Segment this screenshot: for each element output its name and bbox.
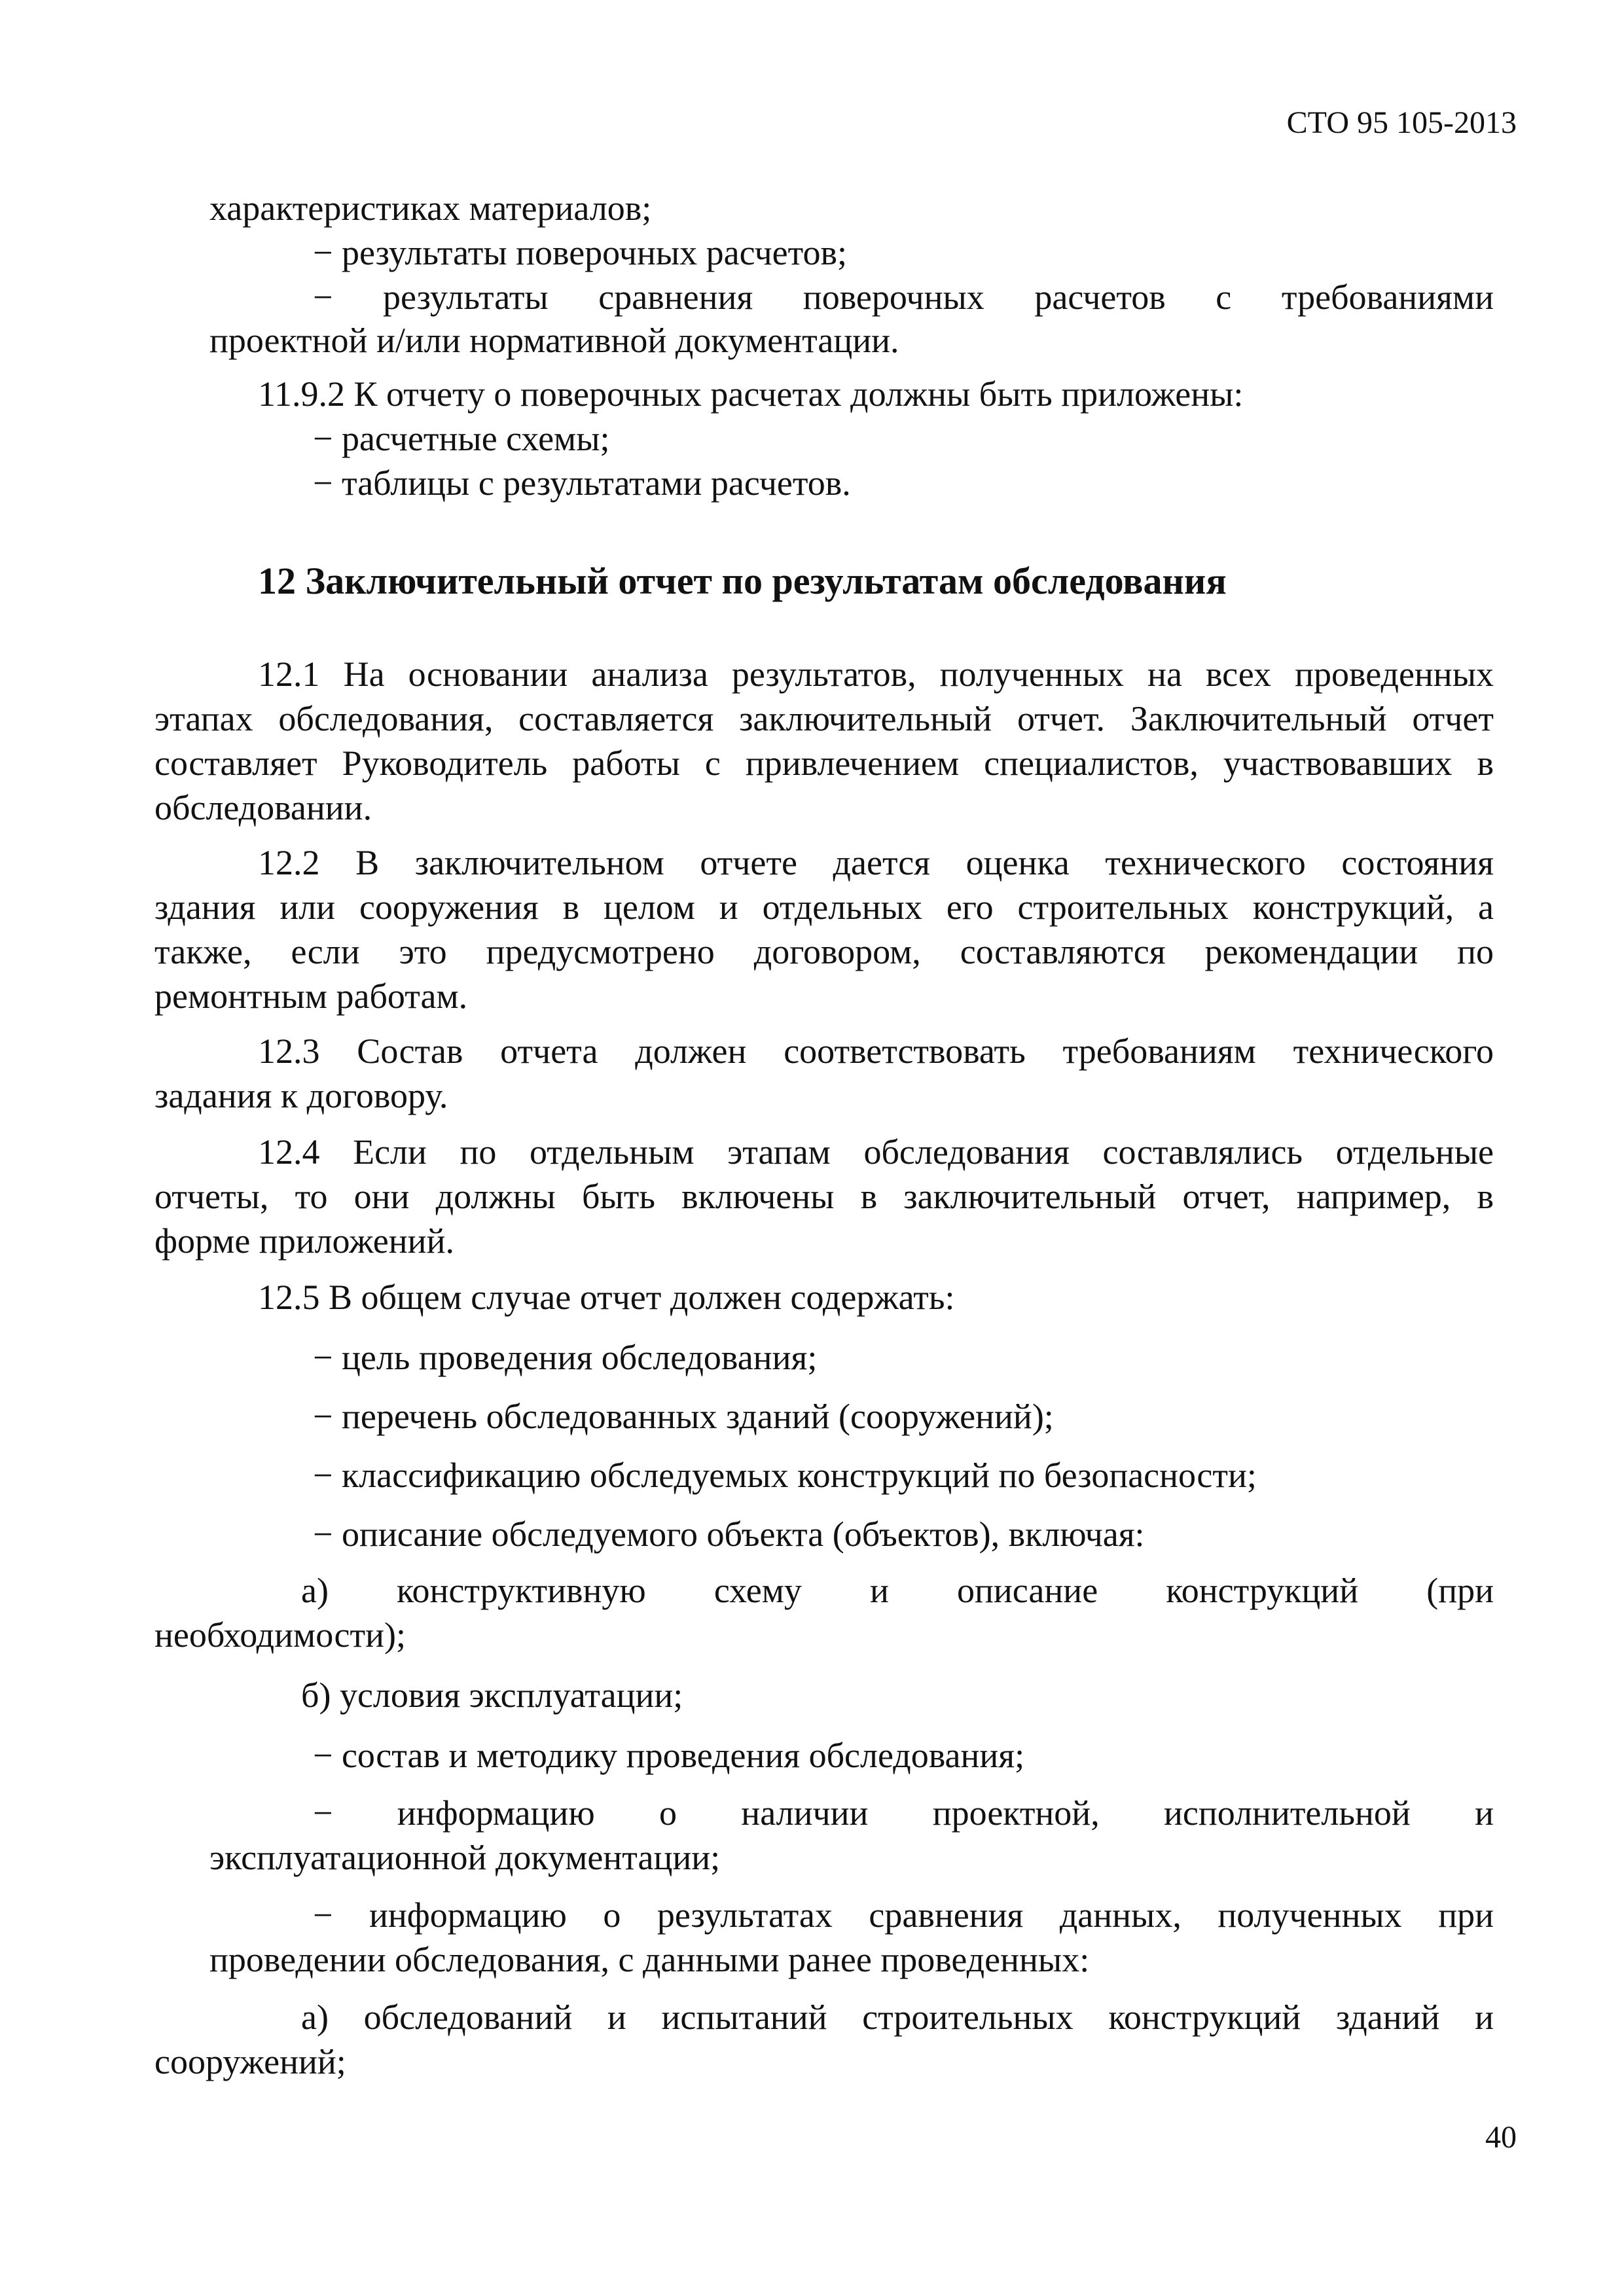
sub-list-item: а) конструктивную схему и описание конструкций (при — [301, 1571, 1494, 1610]
list-item: − классификацию обследуемых конструкций по безопасности; — [313, 1456, 1257, 1495]
section-heading: 12 Заключительный отчет по результатам обследования — [258, 560, 1227, 602]
list-item: эксплуатационной документации; — [209, 1838, 721, 1877]
sub-list-item: б) условия эксплуатации; — [301, 1676, 683, 1715]
paragraph-line: 12.5 В общем случае отчет должен содержать: — [258, 1278, 955, 1317]
paragraph-line: здания или сооружения в целом и отдельных его строительных конструкций, а — [154, 888, 1494, 927]
paragraph-line: 12.1 На основании анализа результатов, полученных на всех проведенных — [258, 655, 1494, 694]
list-item: − расчетные схемы; — [313, 419, 610, 458]
list-item: − информацию о результатах сравнения данных, полученных при — [313, 1895, 1494, 1935]
page-number: 40 — [1485, 2120, 1517, 2155]
paragraph-line: задания к договору. — [154, 1076, 448, 1115]
paragraph-line: этапах обследования, составляется заключительный отчет. Заключительный отчет — [154, 699, 1494, 738]
text-line: характеристиках материалов; — [209, 188, 652, 228]
list-item: − информацию о наличии проектной, исполнительной и — [313, 1793, 1494, 1833]
paragraph-line: также, если это предусмотрено договором, составляются рекомендации по — [154, 932, 1494, 971]
list-item: − перечень обследованных зданий (сооружений); — [313, 1397, 1054, 1436]
list-item: − состав и методику проведения обследования; — [313, 1736, 1025, 1775]
document-code: СТО 95 105-2013 — [1286, 105, 1517, 140]
list-item: − описание обследуемого объекта (объектов), включая: — [313, 1515, 1145, 1554]
list-item: − таблицы с результатами расчетов. — [313, 463, 851, 503]
list-item: − результаты сравнения поверочных расчетов с требованиями — [313, 278, 1494, 317]
paragraph-line: отчеты, то они должны быть включены в заключительный отчет, например, в — [154, 1177, 1494, 1216]
paragraph-line: ремонтным работам. — [154, 977, 468, 1016]
text-line: проектной и/или нормативной документации. — [209, 321, 899, 360]
paragraph-line: составляет Руководитель работы с привлечением специалистов, участвовавших в — [154, 744, 1494, 783]
sub-list-item: а) обследований и испытаний строительных конструкций зданий и — [301, 1998, 1494, 2037]
paragraph-line: 12.2 В заключительном отчете дается оценка технического состояния — [258, 843, 1494, 882]
clause-11-9-2: 11.9.2 К отчету о поверочных расчетах должны быть приложены: — [258, 374, 1244, 414]
paragraph-line: 12.4 Если по отдельным этапам обследования составлялись отдельные — [258, 1132, 1494, 1172]
sub-list-item: необходимости); — [154, 1615, 406, 1655]
paragraph-line: форме приложений. — [154, 1221, 454, 1261]
list-item: − цель проведения обследования; — [313, 1338, 818, 1377]
paragraph-line: 12.3 Состав отчета должен соответствовать требованиям технического — [258, 1031, 1494, 1071]
sub-list-item: сооружений; — [154, 2042, 346, 2081]
list-item: проведении обследования, с данными ранее проведенных: — [209, 1940, 1090, 1979]
list-item: − результаты поверочных расчетов; — [313, 233, 847, 272]
paragraph-line: обследовании. — [154, 788, 372, 827]
